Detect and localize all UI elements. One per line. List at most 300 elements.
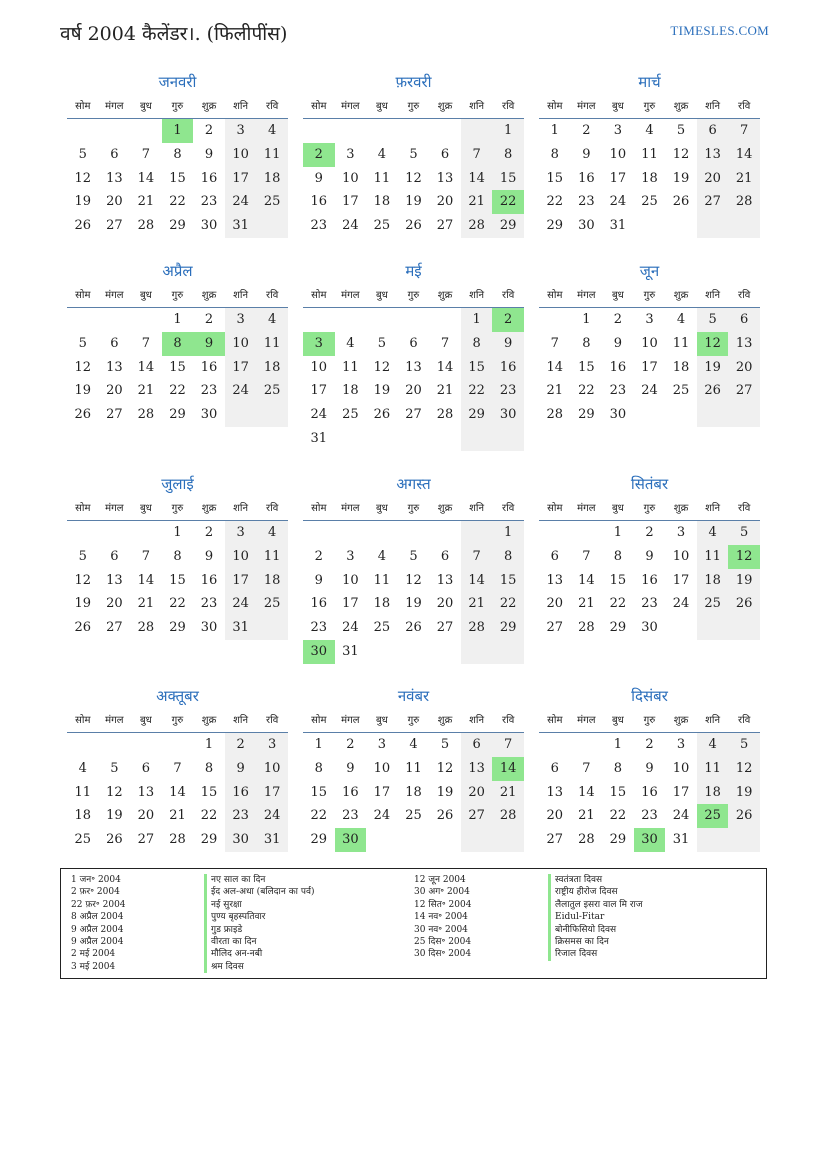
day-cell: 24: [342, 620, 359, 636]
day-cell: 27: [137, 832, 155, 848]
day-cell: 17: [342, 596, 359, 612]
weekday-label: सोम: [311, 503, 327, 514]
day-cell: 18: [342, 383, 359, 399]
month-4: [67, 261, 288, 427]
legend-name: रिजाल दिवस: [548, 948, 643, 960]
day-cell: 11: [641, 146, 658, 162]
day-cell: 25: [256, 592, 288, 616]
day-cell: 29: [200, 832, 218, 848]
day-grid: [539, 521, 760, 640]
day-cell: 5: [110, 760, 119, 776]
day-cell: 14: [137, 359, 155, 375]
empty-cell: [335, 308, 367, 332]
legend-date: 3 मई 2004: [71, 961, 116, 972]
day-cell: 21: [492, 781, 524, 805]
day-cell: 17: [225, 569, 257, 593]
weekday-label: रवि: [738, 503, 751, 514]
weekday-label: गुरु: [407, 715, 420, 726]
legend-date: 25 दिस॰ 2004: [414, 936, 472, 947]
empty-cell: [429, 640, 461, 664]
weekday-header: [539, 281, 760, 308]
site-link[interactable]: TIMESLES.COM: [670, 23, 769, 38]
day-cell: 21: [578, 596, 595, 612]
day-cell: 29: [578, 407, 595, 423]
empty-cell: [398, 119, 430, 143]
day-cell: 23: [342, 808, 359, 824]
day-cell: 23: [492, 379, 524, 403]
day-cell: 30: [609, 407, 627, 423]
legend-date: 14 नव॰ 2004: [414, 912, 468, 923]
day-cell: 24: [672, 596, 690, 612]
legend-date: 30 नव॰ 2004: [414, 924, 468, 935]
day-cell: 27: [106, 407, 123, 423]
empty-cell: [429, 427, 461, 451]
empty-cell: [130, 308, 162, 332]
legend-date: 2 मई 2004: [71, 949, 116, 960]
day-cell: 2: [204, 123, 214, 138]
day-cell: 2: [314, 548, 323, 564]
empty-cell: [461, 427, 493, 451]
day-cell: 12: [697, 332, 729, 356]
day-cell: 31: [256, 828, 288, 852]
day-cell: 26: [106, 832, 123, 848]
day-cell: 6: [141, 760, 151, 776]
legend-date: 30 अग॰ 2004: [414, 887, 470, 898]
day-cell: 14: [137, 170, 155, 186]
legend-date: 9 अप्रैल 2004: [71, 936, 124, 947]
day-cell: 29: [609, 832, 627, 848]
day-cell: 8: [582, 335, 591, 351]
day-cell: 7: [440, 335, 450, 351]
empty-cell: [366, 521, 398, 545]
day-grid: [67, 119, 288, 238]
empty-cell: [366, 427, 398, 451]
weekday-label: रवि: [738, 101, 751, 112]
day-cell: 21: [436, 383, 454, 399]
weekday-label: शुक्र: [673, 290, 689, 301]
day-cell: 1: [162, 119, 194, 143]
day-cell: 29: [609, 620, 627, 636]
day-cell: 8: [204, 760, 214, 776]
day-cell: 8: [173, 146, 182, 162]
weekday-label: शनि: [705, 503, 721, 514]
day-cell: 6: [461, 733, 493, 757]
day-cell: 16: [200, 359, 218, 375]
day-grid: [303, 733, 524, 852]
day-cell: 17: [373, 784, 391, 800]
month-name: फ़रवरी: [395, 73, 432, 91]
day-cell: 1: [173, 312, 182, 327]
day-cell: 11: [697, 757, 729, 781]
weekday-label: रवि: [266, 715, 279, 726]
day-cell: 17: [256, 781, 288, 805]
day-cell: 11: [342, 359, 359, 375]
empty-cell: [130, 119, 162, 143]
day-cell: 23: [225, 804, 257, 828]
empty-cell: [256, 403, 288, 427]
day-cell: 1: [582, 312, 591, 327]
day-cell: 8: [613, 760, 623, 776]
day-cell: 12: [74, 572, 92, 588]
empty-cell: [571, 733, 603, 757]
day-grid: [539, 308, 760, 427]
empty-cell: [130, 521, 162, 545]
day-cell: 21: [728, 167, 760, 191]
day-cell: 13: [106, 170, 123, 186]
day-cell: 13: [697, 143, 729, 167]
day-cell: 28: [137, 620, 155, 636]
weekday-label: रवि: [502, 101, 515, 112]
day-cell: 22: [609, 808, 627, 824]
day-cell: 25: [74, 832, 92, 848]
day-cell: 10: [225, 545, 257, 569]
day-cell: 28: [137, 218, 155, 234]
empty-cell: [256, 214, 288, 238]
day-cell: 10: [672, 760, 690, 776]
day-cell: 5: [78, 548, 87, 564]
day-cell: 10: [225, 332, 257, 356]
empty-cell: [665, 616, 697, 640]
legend-right-names: [548, 874, 643, 961]
day-cell: 4: [256, 521, 288, 545]
empty-cell: [571, 521, 603, 545]
day-cell: 14: [578, 572, 595, 588]
day-cell: 18: [373, 194, 391, 210]
weekday-label: रवि: [738, 290, 751, 301]
weekday-label: मंगल: [577, 715, 596, 726]
month-9: [539, 474, 760, 640]
day-cell: 17: [225, 356, 257, 380]
day-cell: 13: [461, 757, 493, 781]
weekday-label: सोम: [75, 101, 91, 112]
weekday-label: गुरु: [171, 503, 184, 514]
empty-cell: [697, 403, 729, 427]
day-cell: 25: [672, 383, 690, 399]
day-cell: 30: [200, 407, 218, 423]
day-cell: 11: [405, 760, 422, 776]
weekday-label: सोम: [547, 101, 563, 112]
day-cell: 12: [405, 170, 422, 186]
day-cell: 30: [303, 640, 335, 664]
day-cell: 16: [492, 356, 524, 380]
day-cell: 15: [461, 356, 493, 380]
day-cell: 22: [200, 808, 218, 824]
day-cell: 14: [137, 572, 155, 588]
day-cell: 30: [641, 620, 658, 636]
day-cell: 9: [645, 548, 654, 564]
weekday-label: शनि: [469, 101, 485, 112]
day-cell: 14: [546, 359, 564, 375]
weekday-label: शुक्र: [201, 503, 217, 514]
day-cell: 20: [546, 808, 564, 824]
weekday-header: [539, 92, 760, 119]
month-name: जुलाई: [161, 475, 194, 493]
month-7: [67, 474, 288, 640]
month-name: मार्च: [638, 73, 661, 91]
legend-date: 12 सित॰ 2004: [414, 899, 472, 910]
day-cell: 9: [193, 332, 225, 356]
weekday-label: शुक्र: [673, 101, 689, 112]
weekday-label: सोम: [547, 715, 563, 726]
empty-cell: [398, 640, 430, 664]
day-cell: 11: [373, 170, 391, 186]
day-cell: 12: [106, 784, 123, 800]
day-cell: 28: [578, 832, 595, 848]
empty-cell: [67, 733, 99, 757]
day-cell: 9: [204, 548, 214, 564]
empty-cell: [461, 119, 493, 143]
empty-cell: [539, 733, 571, 757]
day-cell: 10: [225, 143, 257, 167]
day-cell: 25: [256, 379, 288, 403]
day-cell: 17: [225, 167, 257, 191]
day-cell: 29: [546, 218, 564, 234]
weekday-label: शुक्र: [437, 101, 453, 112]
day-cell: 9: [582, 146, 591, 162]
day-cell: 19: [74, 596, 92, 612]
day-cell: 28: [578, 620, 595, 636]
day-cell: 8: [492, 143, 524, 167]
day-cell: 11: [373, 572, 391, 588]
day-cell: 22: [169, 194, 186, 210]
day-cell: 18: [641, 170, 658, 186]
day-cell: 14: [728, 143, 760, 167]
empty-cell: [335, 119, 367, 143]
day-cell: 21: [461, 592, 493, 616]
empty-cell: [728, 828, 760, 852]
weekday-label: बुध: [375, 715, 388, 726]
day-cell: 7: [141, 146, 151, 162]
day-cell: 20: [546, 596, 564, 612]
day-cell: 30: [335, 828, 367, 852]
weekday-header: [303, 494, 524, 521]
day-cell: 5: [78, 335, 87, 351]
day-cell: 25: [373, 218, 391, 234]
day-cell: 8: [314, 760, 323, 776]
empty-cell: [99, 308, 131, 332]
weekday-label: रवि: [266, 290, 279, 301]
day-cell: 18: [74, 808, 92, 824]
month-name: सितंबर: [630, 475, 669, 493]
day-cell: 24: [225, 379, 257, 403]
day-cell: 18: [405, 784, 422, 800]
empty-cell: [539, 308, 571, 332]
day-cell: 10: [310, 359, 328, 375]
day-cell: 6: [697, 119, 729, 143]
day-cell: 23: [310, 218, 328, 234]
day-cell: 27: [106, 620, 123, 636]
day-cell: 20: [728, 356, 760, 380]
day-cell: 19: [697, 356, 729, 380]
day-cell: 9: [645, 760, 654, 776]
day-cell: 7: [728, 119, 760, 143]
empty-cell: [429, 308, 461, 332]
empty-cell: [728, 214, 760, 238]
day-cell: 5: [697, 308, 729, 332]
day-cell: 27: [728, 379, 760, 403]
day-cell: 15: [169, 359, 186, 375]
empty-cell: [728, 403, 760, 427]
weekday-label: रवि: [502, 290, 515, 301]
day-cell: 12: [728, 545, 760, 569]
day-cell: 16: [641, 784, 658, 800]
day-cell: 19: [74, 383, 92, 399]
day-cell: 18: [672, 359, 690, 375]
day-cell: 20: [106, 383, 123, 399]
day-grid: [303, 119, 524, 238]
weekday-label: मंगल: [341, 290, 360, 301]
weekday-label: शनि: [469, 290, 485, 301]
legend-name: ईद अल-अधा (बलिदान का पर्व): [204, 886, 314, 898]
day-cell: 19: [74, 194, 92, 210]
day-cell: 13: [436, 572, 454, 588]
day-cell: 26: [405, 620, 422, 636]
day-cell: 1: [173, 525, 182, 540]
weekday-label: मंगल: [105, 715, 124, 726]
day-cell: 1: [461, 308, 493, 332]
weekday-label: शुक्र: [201, 101, 217, 112]
day-cell: 23: [200, 383, 218, 399]
day-cell: 13: [106, 359, 123, 375]
day-cell: 3: [613, 123, 623, 138]
day-cell: 20: [405, 383, 422, 399]
day-cell: 10: [609, 146, 627, 162]
day-cell: 14: [436, 359, 454, 375]
weekday-label: सोम: [311, 290, 327, 301]
day-cell: 7: [173, 760, 182, 776]
day-cell: 22: [492, 190, 524, 214]
weekday-label: मंगल: [341, 715, 360, 726]
empty-cell: [429, 828, 461, 852]
weekday-label: बुध: [139, 290, 152, 301]
weekday-label: रवि: [266, 503, 279, 514]
day-cell: 12: [74, 170, 92, 186]
empty-cell: [303, 521, 335, 545]
day-cell: 22: [578, 383, 595, 399]
day-cell: 1: [613, 737, 623, 752]
day-cell: 1: [613, 525, 623, 540]
day-cell: 30: [225, 828, 257, 852]
day-cell: 21: [169, 808, 186, 824]
day-cell: 3: [303, 332, 335, 356]
day-cell: 7: [461, 545, 493, 569]
day-cell: 26: [436, 808, 454, 824]
legend-name: नए साल का दिन: [204, 874, 314, 886]
weekday-label: सोम: [75, 290, 91, 301]
weekday-label: गुरु: [407, 503, 420, 514]
day-cell: 31: [310, 430, 328, 446]
day-cell: 2: [645, 737, 654, 752]
day-cell: 13: [106, 572, 123, 588]
month-6: [539, 261, 760, 427]
legend-name: वीरता का दिन: [204, 936, 314, 948]
day-cell: 10: [342, 170, 359, 186]
legend-date: 8 अप्रैल 2004: [71, 912, 124, 923]
month-name: अगस्त: [396, 475, 431, 493]
weekday-label: बुध: [375, 503, 388, 514]
day-cell: 27: [546, 832, 564, 848]
empty-cell: [67, 308, 99, 332]
weekday-label: शनि: [469, 503, 485, 514]
day-cell: 15: [169, 572, 186, 588]
weekday-label: रवि: [266, 101, 279, 112]
empty-cell: [492, 828, 524, 852]
day-cell: 26: [74, 218, 92, 234]
weekday-label: शुक्र: [437, 503, 453, 514]
weekday-label: रवि: [738, 715, 751, 726]
day-cell: 24: [256, 804, 288, 828]
day-cell: 31: [225, 214, 257, 238]
empty-cell: [634, 214, 666, 238]
weekday-label: शुक्र: [201, 290, 217, 301]
weekday-label: शनि: [705, 101, 721, 112]
day-cell: 15: [578, 359, 595, 375]
day-cell: 12: [672, 146, 690, 162]
day-cell: 16: [342, 784, 359, 800]
day-cell: 24: [225, 190, 257, 214]
day-cell: 11: [697, 545, 729, 569]
day-cell: 4: [409, 737, 418, 752]
day-cell: 19: [728, 781, 760, 805]
day-cell: 13: [546, 784, 564, 800]
weekday-label: बुध: [611, 290, 624, 301]
day-cell: 5: [409, 548, 418, 564]
day-cell: 27: [546, 620, 564, 636]
legend-name: गुड फ्राइडे: [204, 924, 314, 936]
month-3: [539, 72, 760, 238]
day-cell: 6: [550, 548, 559, 564]
empty-cell: [461, 828, 493, 852]
day-cell: 25: [697, 804, 729, 828]
empty-cell: [429, 119, 461, 143]
weekday-label: बुध: [375, 101, 388, 112]
day-cell: 7: [550, 335, 559, 351]
day-cell: 5: [78, 146, 87, 162]
day-cell: 19: [672, 170, 690, 186]
day-cell: 12: [373, 359, 391, 375]
day-cell: 19: [405, 194, 422, 210]
day-cell: 23: [200, 596, 218, 612]
day-cell: 22: [169, 596, 186, 612]
day-cell: 9: [492, 332, 524, 356]
legend-right-dates: [414, 874, 471, 961]
weekday-label: गुरु: [171, 715, 184, 726]
day-cell: 28: [546, 407, 564, 423]
empty-cell: [429, 521, 461, 545]
day-cell: 11: [256, 143, 288, 167]
day-cell: 25: [697, 592, 729, 616]
day-cell: 8: [162, 332, 194, 356]
legend-name: श्रम दिवस: [204, 961, 314, 973]
empty-cell: [335, 521, 367, 545]
legend-name: मौलिद अन-नबी: [204, 948, 314, 960]
day-cell: 31: [225, 616, 257, 640]
day-cell: 28: [137, 407, 155, 423]
weekday-label: रवि: [502, 715, 515, 726]
weekday-header: [67, 706, 288, 733]
weekday-label: गुरु: [407, 101, 420, 112]
month-name: अप्रैल: [162, 262, 193, 280]
day-cell: 2: [303, 143, 335, 167]
holiday-legend: [60, 868, 767, 979]
day-cell: 16: [609, 359, 627, 375]
day-cell: 9: [346, 760, 355, 776]
day-cell: 3: [346, 548, 355, 564]
weekday-header: [303, 92, 524, 119]
weekday-label: गुरु: [643, 101, 656, 112]
weekday-label: मंगल: [341, 503, 360, 514]
empty-cell: [539, 521, 571, 545]
